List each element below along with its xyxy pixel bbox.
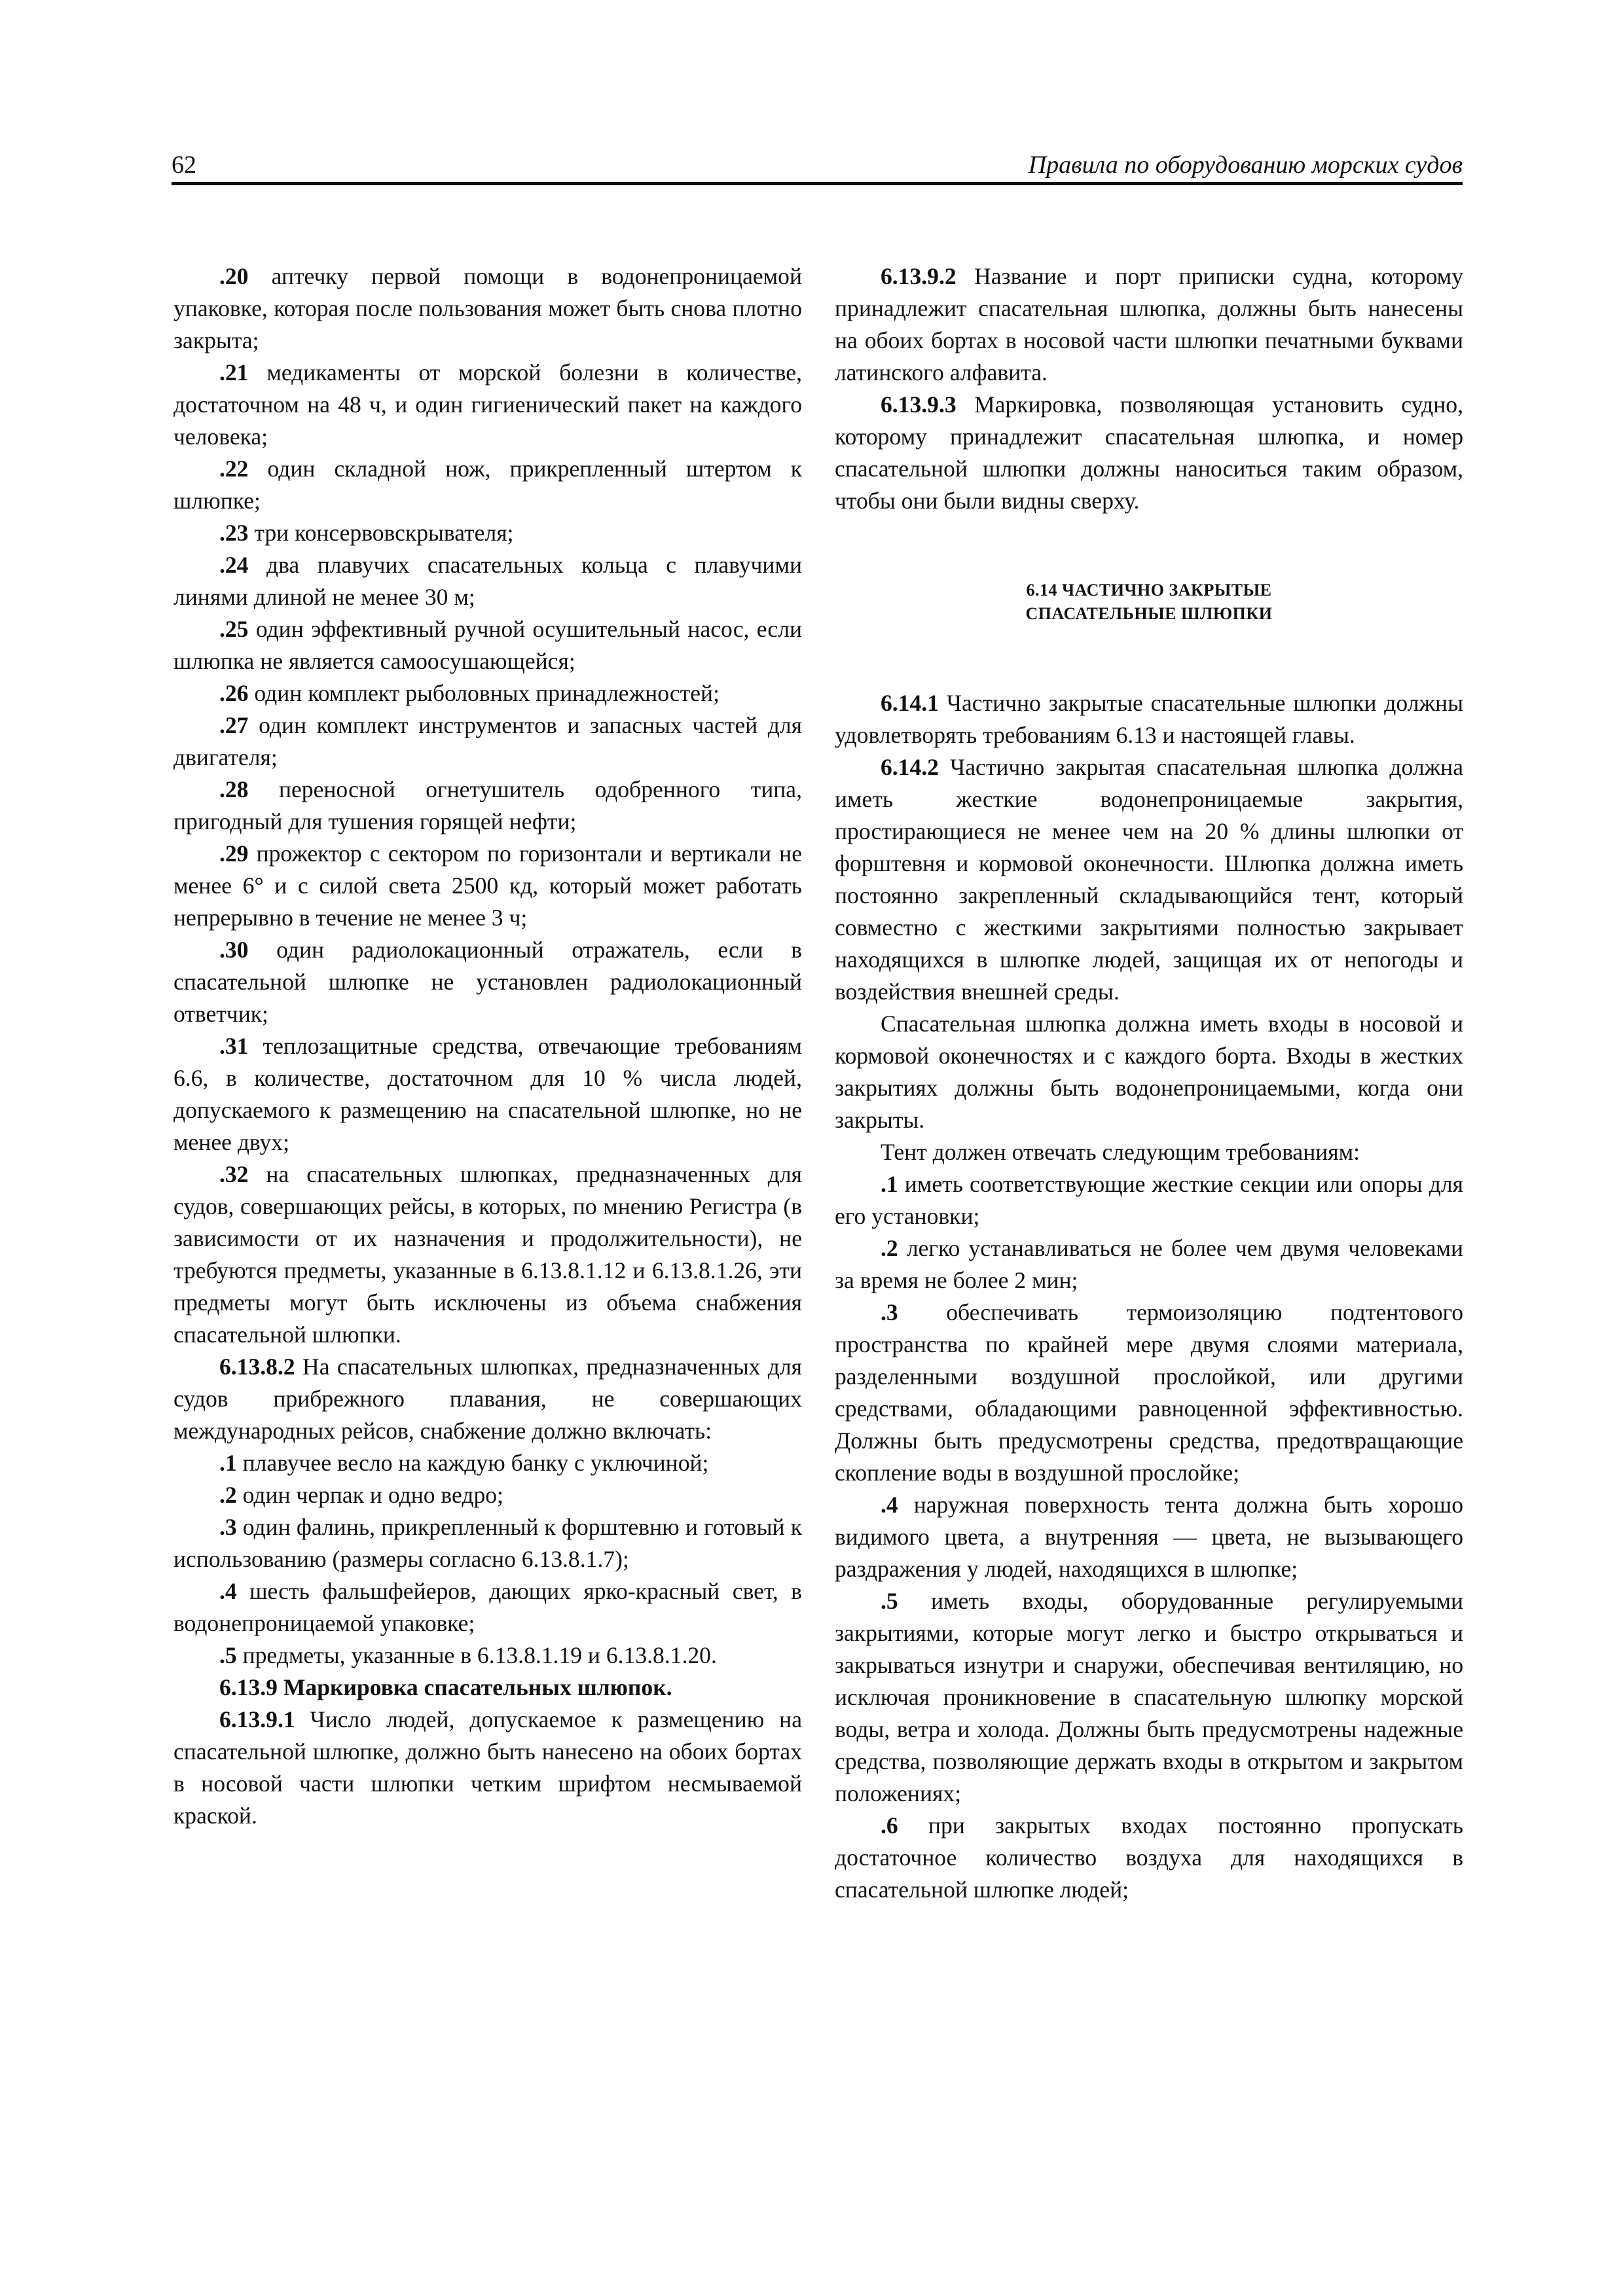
- paragraph: .6 при закрытых входах постоянно пропускать достаточное количество воздуха для находящихся в спасательной шлюпке людей;: [835, 1812, 1463, 1903]
- paragraph: .26 один комплект рыболовных принадлежностей;: [219, 680, 720, 706]
- paragraph: Тент должен отвечать следующим требованиям:: [881, 1139, 1360, 1165]
- paragraph: .3 обеспечивать термоизоляцию подтентового пространства по крайней мере двумя слоями материала, разделенными воздушной прослойкой, или другими средствами, обладающими равноценной эффективностью. Должны быть предусмотрены средства, предотвращающие скопление воды в воздушной прослойке;: [835, 1299, 1463, 1486]
- paragraph: 6.13.9.2 Название и порт приписки судна, которому принадлежит спасательная шлюпка, должны быть нанесены на обоих бортах в носовой части шлюпки печатными буквами латинского алфавита.: [835, 263, 1463, 386]
- paragraph: .21 медикаменты от морской болезни в количестве, достаточном на 48 ч, и один гигиенический пакет на каждого человека;: [173, 359, 802, 450]
- paragraph: .27 один комплект инструментов и запасных частей для двигателя;: [173, 712, 802, 770]
- page-number: 62: [172, 151, 196, 179]
- paragraph: Спасательная шлюпка должна иметь входы в носовой и кормовой оконечностях и с каждого борта. Входы в жестких закрытиях должны быть водонепроницаемыми, когда они закрыты.: [835, 1011, 1463, 1133]
- paragraph: .31 теплозащитные средства, отвечающие требованиям 6.6, в количестве, достаточном для 10 % числа людей, допускаемого к размещению на спасательной шлюпке, но не менее двух;: [173, 1033, 802, 1155]
- paragraph: .1 иметь соответствующие жесткие секции или опоры для его установки;: [835, 1171, 1463, 1229]
- paragraph: .5 иметь входы, оборудованные регулируемыми закрытиями, которые могут легко и быстро открываться и закрываться изнутри и снаружи, обеспечивая вентиляцию, но исключая проникновение в спасательную шлюпку морской воды, ветра и холода. Должны быть предусмотрены надежные средства, позволяющие держать входы в открытом и закрытом положениях;: [835, 1588, 1463, 1806]
- section-heading-line: 6.14 ЧАСТИЧНО ЗАКРЫТЫЕ: [1026, 581, 1272, 600]
- paragraph: .4 наружная поверхность тента должна быть хорошо видимого цвета, а внутренняя — цвета, не вызывающего раздражения у людей, находящихся в шлюпке;: [835, 1492, 1463, 1582]
- paragraph: .30 один радиолокационный отражатель, если в спасательной шлюпке не установлен радиолокационный ответчик;: [173, 937, 802, 1027]
- right-column: [835, 260, 1463, 1906]
- section-heading: [835, 579, 1463, 626]
- paragraph: 6.13.9.1 Число людей, допускаемое к размещению на спасательной шлюпке, должно быть нанесено на обоих бортах в носовой части шлюпки четким шрифтом несмываемой краской.: [173, 1706, 802, 1829]
- running-header: [172, 143, 1463, 185]
- paragraph: .3 один фалинь, прикрепленный к форштевню и готовый к использованию (размеры согласно 6.13.8.1.7);: [173, 1514, 802, 1572]
- paragraph: .29 прожектор с сектором по горизонтали и вертикали не менее 6° и с силой света 2500 кд, который может работать непрерывно в течение не менее 3 ч;: [173, 840, 802, 931]
- paragraph: 6.14.2 Частично закрытая спасательная шлюпка должна иметь жесткие водонепроницаемые закрытия, простирающиеся не менее чем на 20 % длины шлюпки от форштевня и кормовой оконечности. Шлюпка должна иметь постоянно закрепленный складывающийся тент, который совместно с жесткими закрытиями полностью закрывает находящихся в шлюпке людей, защищая их от непогоды и воздействия внешней среды.: [835, 754, 1463, 1005]
- paragraph: .32 на спасательных шлюпках, предназначенных для судов, совершающих рейсы, в которых, по мнению Регистра (в зависимости от их назначения и продолжительности), не требуются предметы, указанные в 6.13.8.1.12 и 6.13.8.1.26, эти предметы могут быть исключены из объема снабжения спасательной шлюпки.: [173, 1161, 802, 1348]
- paragraph: .23 три консервовскрывателя;: [219, 520, 514, 546]
- paragraph: .28 переносной огнетушитель одобренного типа, пригодный для тушения горящей нефти;: [173, 776, 802, 834]
- paragraph: .1 плавучее весло на каждую банку с уключиной;: [219, 1450, 709, 1476]
- paragraph: 6.13.9.3 Маркировка, позволяющая установить судно, которому принадлежит спасательная шлюпка, и номер спасательной шлюпки должны наноситься таким образом, чтобы они были видны сверху.: [835, 391, 1463, 514]
- paragraph: 6.13.8.2 На спасательных шлюпках, предназначенных для судов прибрежного плавания, не совершающих международных рейсов, снабжение должно включать:: [173, 1354, 802, 1444]
- paragraph: .25 один эффективный ручной осушительный насос, если шлюпка не является самоосушающейся;: [173, 616, 802, 674]
- paragraph: .2 легко устанавливаться не более чем двумя человеками за время не более 2 мин;: [835, 1235, 1463, 1293]
- paragraph: .5 предметы, указанные в 6.13.8.1.19 и 6.13.8.1.20.: [219, 1642, 717, 1668]
- paragraph: .24 два плавучих спасательных кольца с плавучими линями длиной не менее 30 м;: [173, 552, 802, 610]
- paragraph: .2 один черпак и одно ведро;: [219, 1482, 503, 1508]
- running-title: Правила по оборудованию морских судов: [1028, 151, 1463, 179]
- paragraph: .20 аптечку первой помощи в водонепроницаемой упаковке, которая после пользования может быть снова плотно закрыта;: [173, 263, 802, 353]
- subsection-heading: 6.13.9 Маркировка спасательных шлюпок.: [219, 1674, 672, 1700]
- paragraph: 6.14.1 Частично закрытые спасательные шлюпки должны удовлетворять требованиям 6.13 и настоящей главы.: [835, 690, 1463, 748]
- paragraph: .22 один складной нож, прикрепленный штертом к шлюпке;: [173, 456, 802, 514]
- section-heading-line: СПАСАТЕЛЬНЫЕ ШЛЮПКИ: [1025, 604, 1273, 623]
- left-column: [173, 260, 802, 1832]
- paragraph: .4 шесть фальшфейеров, дающих ярко-красный свет, в водонепроницаемой упаковке;: [173, 1578, 802, 1636]
